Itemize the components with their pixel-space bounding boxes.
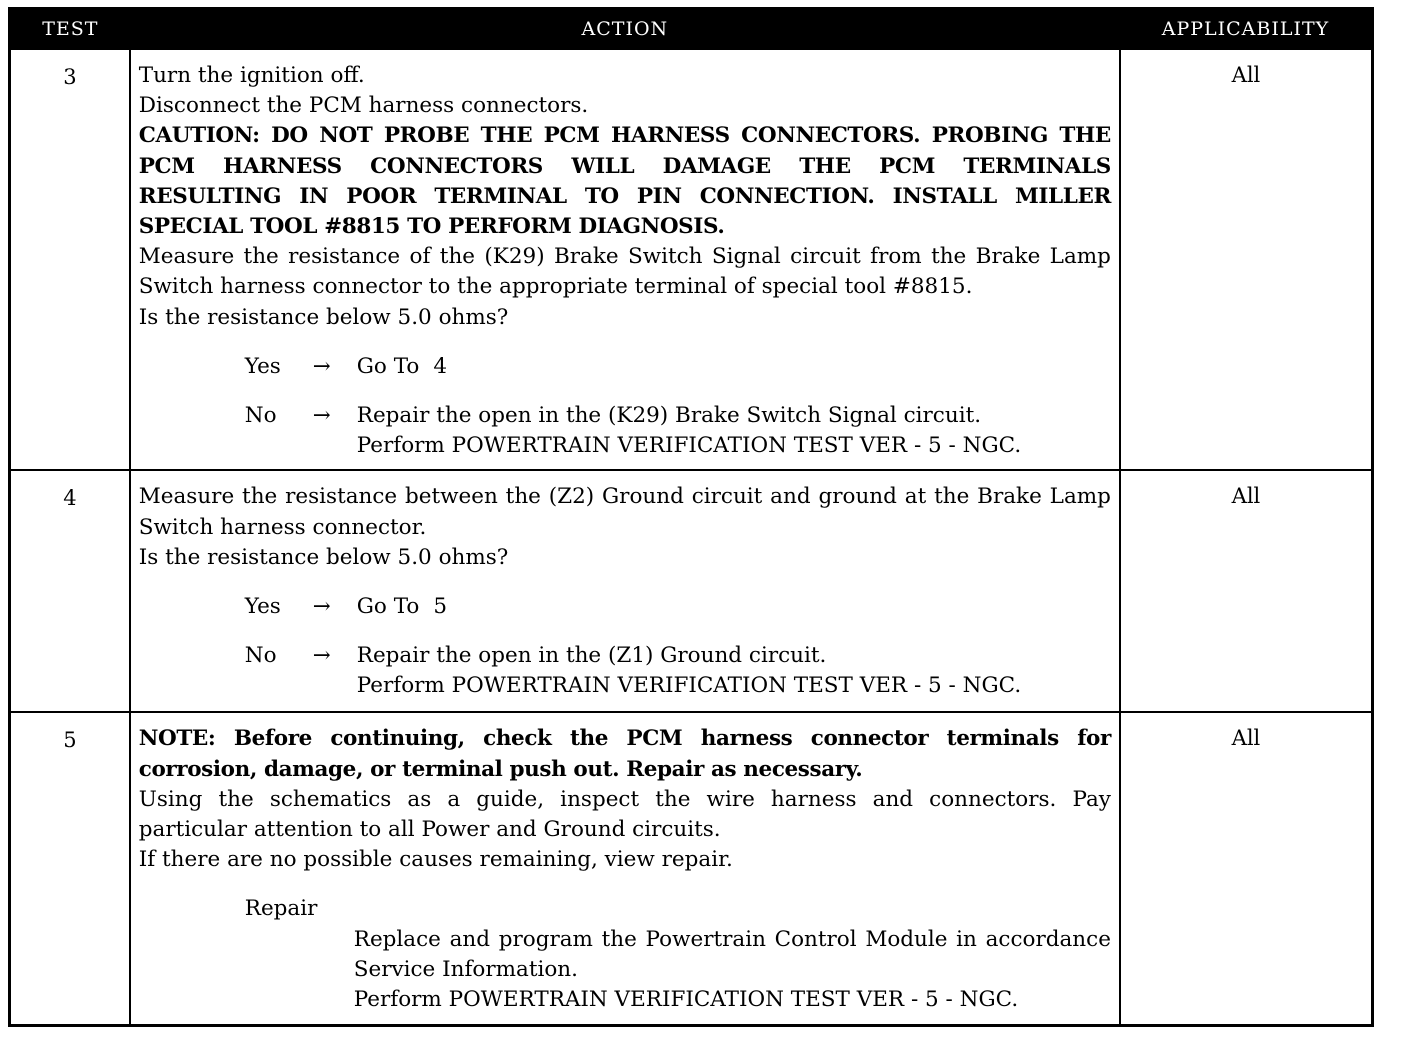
answer-no-label: No xyxy=(244,403,277,429)
repair-block xyxy=(139,894,1111,1015)
table-row xyxy=(10,470,1373,712)
measure-instruction: Measure the resistance of the (K29) Brake Switch Signal circuit from the Brake Lamp Switch harness connector to the appropriate terminal of special tool #8815. xyxy=(138,244,1111,300)
action-cell xyxy=(130,712,1120,1025)
question-text: Is the resistance below 5.0 ohms? xyxy=(138,544,509,570)
question-text: Is the resistance below 5.0 ohms? xyxy=(138,304,509,330)
test-number: 3 xyxy=(10,49,130,470)
answer-options xyxy=(139,592,1111,702)
answer-yes-target xyxy=(357,592,1111,622)
action-cell xyxy=(130,470,1120,712)
instruction-line: Disconnect the PCM harness connectors. xyxy=(138,93,589,119)
perform-verification-link[interactable]: Perform POWERTRAIN VERIFICATION TEST VER - 5 - NGC. xyxy=(356,433,1022,459)
action-cell xyxy=(130,49,1120,470)
repair-instruction: Repair the open in the (Z1) Ground circuit. xyxy=(356,643,827,669)
applicability-value: All xyxy=(1120,470,1373,712)
measure-instruction: Measure the resistance between the (Z2) Ground circuit and ground at the Brake Lamp Switch harness connector. xyxy=(138,484,1111,540)
answer-yes xyxy=(245,592,1111,622)
table-row xyxy=(10,49,1373,470)
answer-yes-target xyxy=(357,352,1111,382)
instruction-line: Turn the ignition off. xyxy=(138,63,365,88)
answer-options xyxy=(139,352,1111,462)
perform-verification-link[interactable]: Perform POWERTRAIN VERIFICATION TEST VER - 5 - NGC. xyxy=(353,987,1019,1013)
header-test: TEST xyxy=(10,9,130,50)
test-number: 4 xyxy=(10,470,130,712)
table-header-row xyxy=(10,9,1373,50)
remaining-causes-text: If there are no possible causes remaining, view repair. xyxy=(138,847,733,873)
answer-no-label: No xyxy=(244,643,277,669)
answer-no xyxy=(245,641,1111,701)
header-applicability: APPLICABILITY xyxy=(1120,9,1373,50)
arrow-icon: → xyxy=(312,403,331,429)
repair-instruction: Replace and program the Powertrain Control Module in accordance Service Information. xyxy=(353,926,1111,982)
goto-step-link[interactable]: 4 xyxy=(433,353,448,379)
diagnostic-test-table xyxy=(8,7,1374,1027)
caution-text: CAUTION: DO NOT PROBE THE PCM HARNESS CONNECTORS. PROBING THE PCM HARNESS CONNECTORS WILL DAMAGE THE PCM TERMINALS RESULTING IN POOR TERMINAL TO PIN CONNECTION. INSTALL MILLER SPECIAL TOOL #8815 TO PERFORM DIAGNOSIS. xyxy=(138,123,1111,240)
answer-no-target xyxy=(357,401,1111,461)
note-text: NOTE: Before continuing, check the PCM harness connector terminals for corrosion, damage, or terminal push out. Repair as necessary. xyxy=(138,726,1111,782)
arrow-icon: → xyxy=(312,594,331,620)
table-row xyxy=(10,712,1373,1025)
goto-label: Go To xyxy=(356,594,420,620)
applicability-value: All xyxy=(1120,49,1373,470)
answer-yes xyxy=(245,352,1111,382)
goto-step-link[interactable]: 5 xyxy=(433,594,448,620)
perform-verification-link[interactable]: Perform POWERTRAIN VERIFICATION TEST VER - 5 - NGC. xyxy=(356,673,1022,699)
answer-no-target xyxy=(357,641,1111,701)
repair-instruction: Repair the open in the (K29) Brake Switch Signal circuit. xyxy=(356,403,982,429)
goto-label: Go To xyxy=(356,353,420,379)
repair-label: Repair xyxy=(244,896,318,922)
inspect-instruction: Using the schematics as a guide, inspect the wire harness and connectors. Pay particular attention to all Power and Ground circuits. xyxy=(138,786,1111,843)
test-number: 5 xyxy=(10,712,130,1025)
answer-yes-label: Yes xyxy=(244,353,281,379)
repair-details xyxy=(139,925,1111,1016)
applicability-value: All xyxy=(1120,712,1373,1025)
arrow-icon: → xyxy=(312,353,331,379)
arrow-icon: → xyxy=(312,643,331,669)
header-action: ACTION xyxy=(130,9,1120,50)
answer-no xyxy=(245,401,1111,461)
answer-yes-label: Yes xyxy=(244,594,281,620)
